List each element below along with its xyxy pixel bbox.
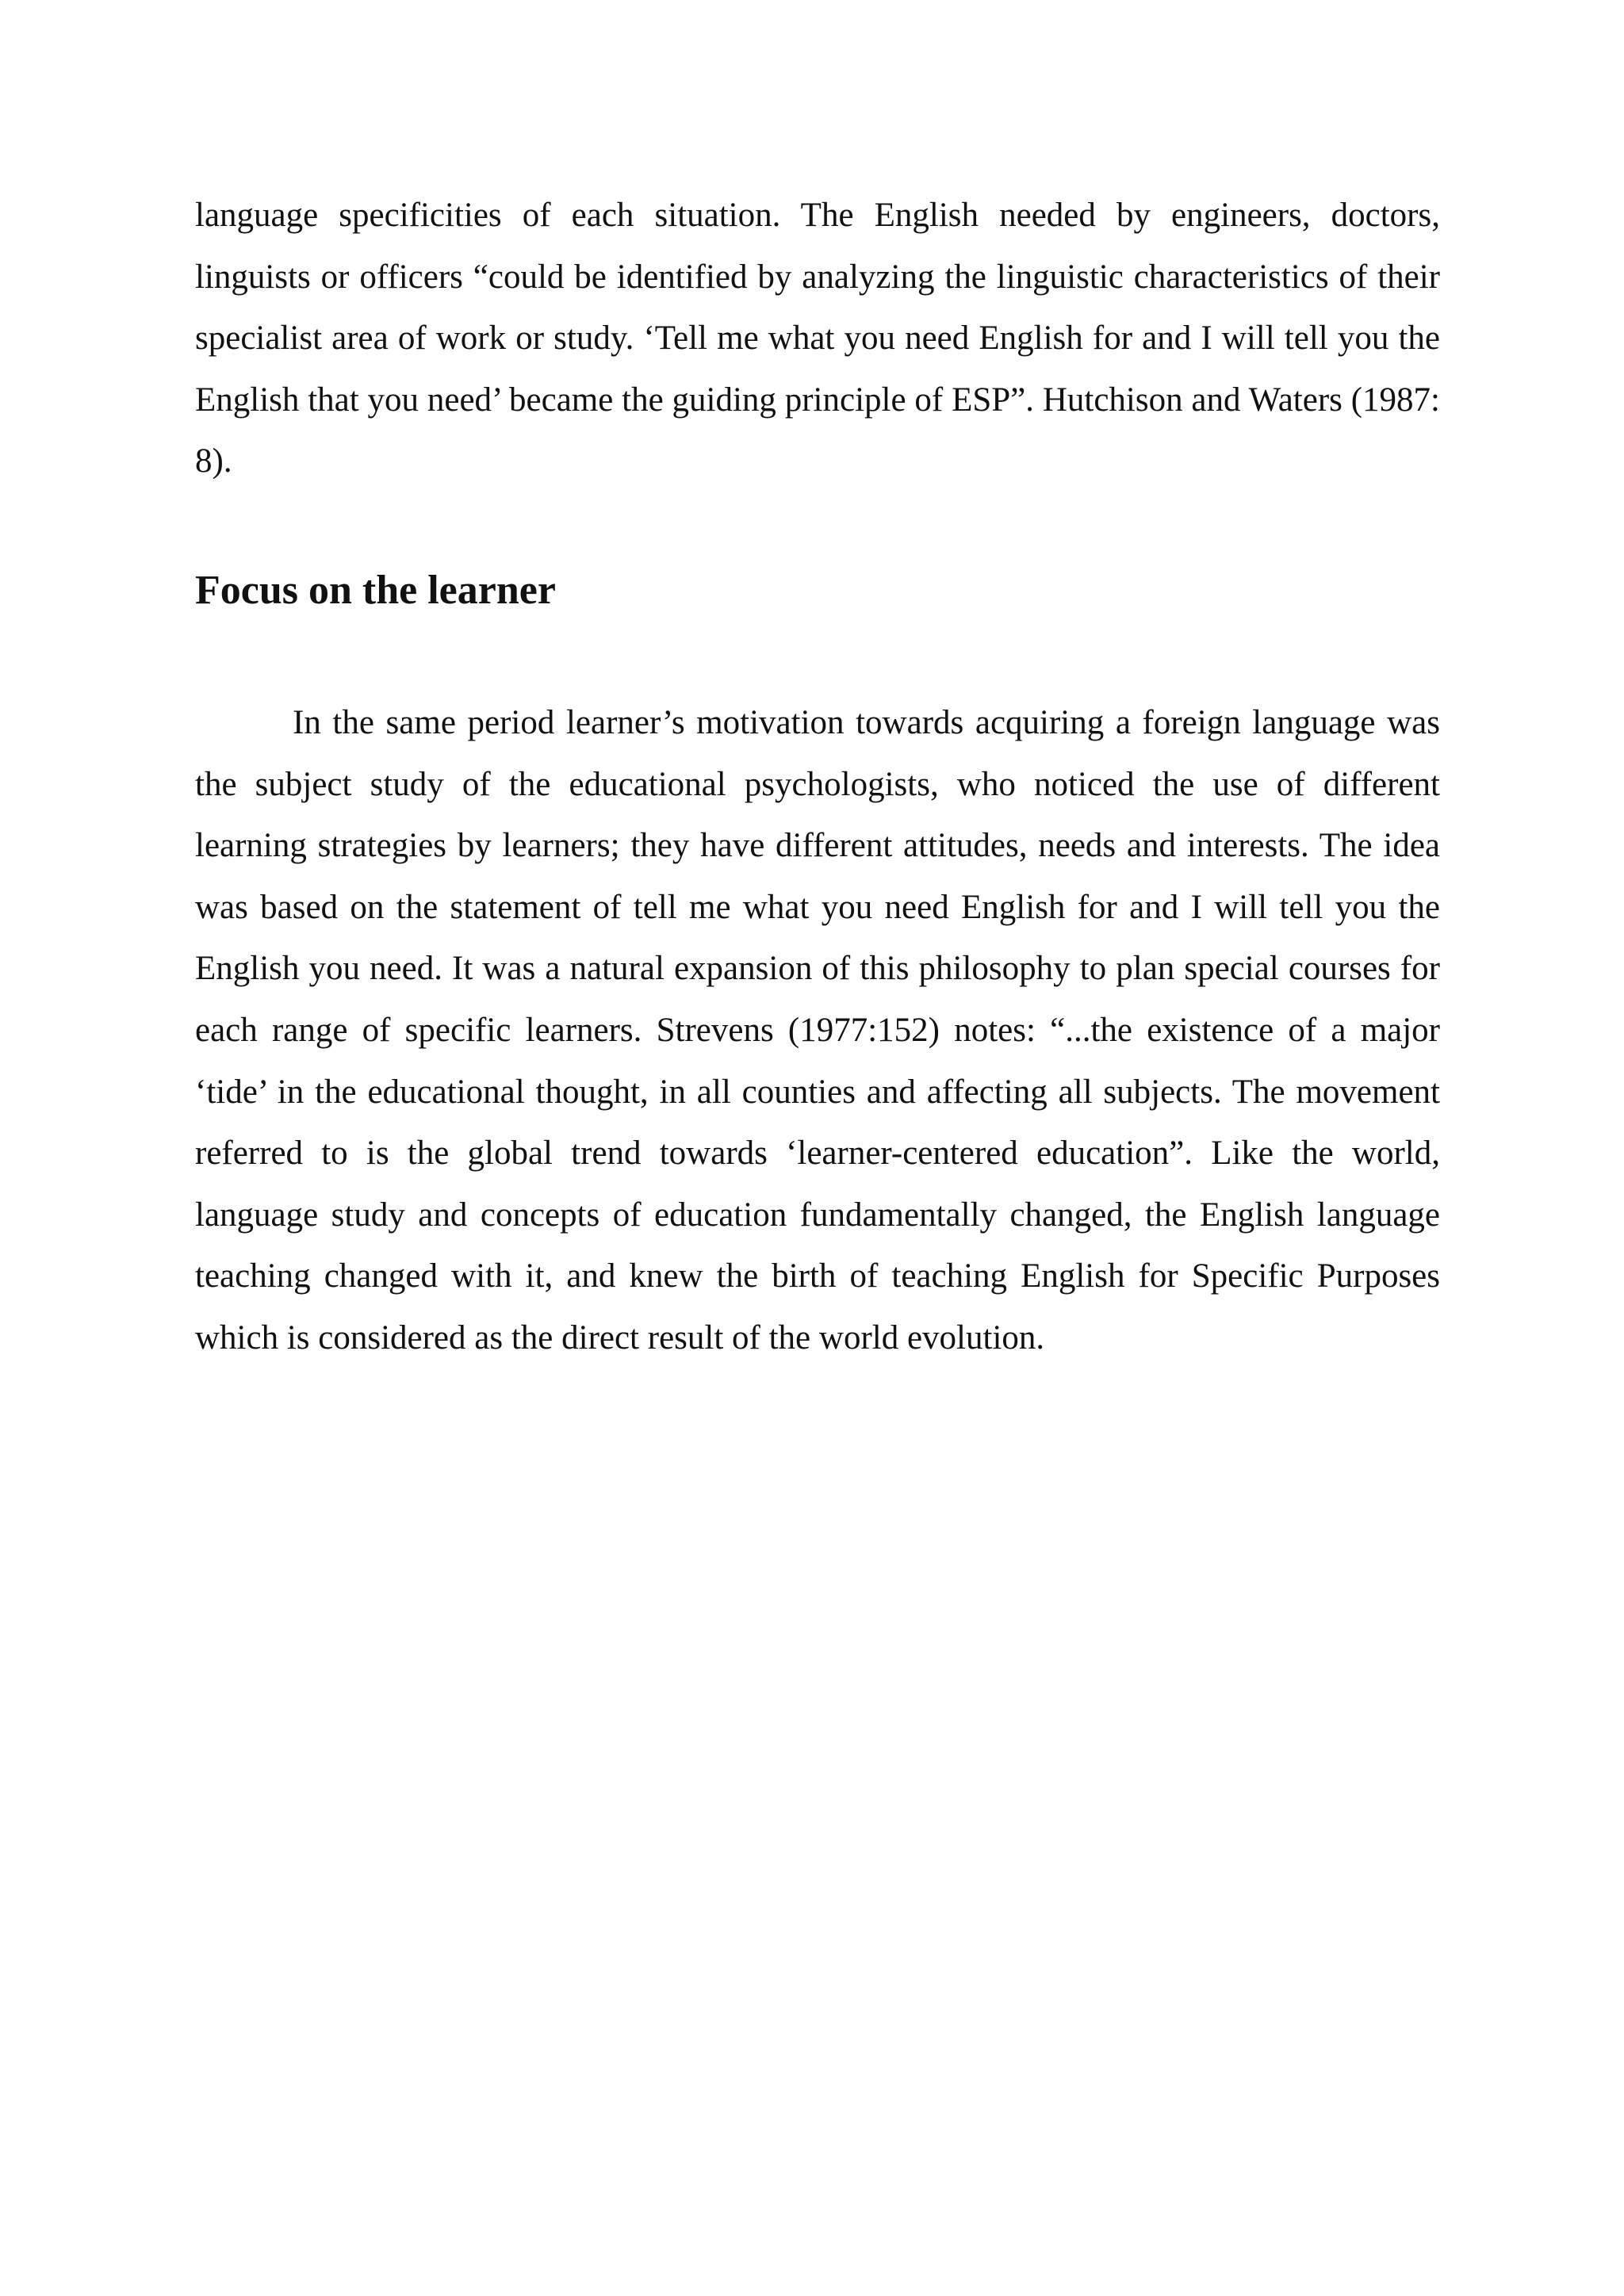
section-heading: Focus on the learner xyxy=(195,568,556,613)
body-paragraph-1: language specificities of each situation. The English needed by engineers, doctors, linguists or officers “could be identified by analyzing the linguistic characteristics of their specialist area of work or study. ‘Tell me what you need English for and I will tell you the English that you need’ became the guiding principle of ESP”. Hutchison and Waters (1987: 8). xyxy=(195,197,1440,480)
body-paragraph-2: In the same period learner’s motivation towards acquiring a foreign language was the subject study of the educational psychologists, who noticed the use of different learning strategies by learners; they have different attitudes, needs and interests. The idea was based on the statement of tell me what you need English for and I will tell you the English you need. It was a natural expansion of this philosophy to plan special courses for each range of specific learners. Strevens (1977:152) notes: “...the existence of a major ‘tide’ in the educational thought, in all counties and affecting all subjects. The movement referred to is the global trend towards ‘learner-centered education”. Like the world, language study and concepts of education fundamentally changed, the English language teaching changed with it, and knew the birth of teaching English for Specific Purposes which is considered as the direct result of the world evolution. xyxy=(195,704,1440,1357)
